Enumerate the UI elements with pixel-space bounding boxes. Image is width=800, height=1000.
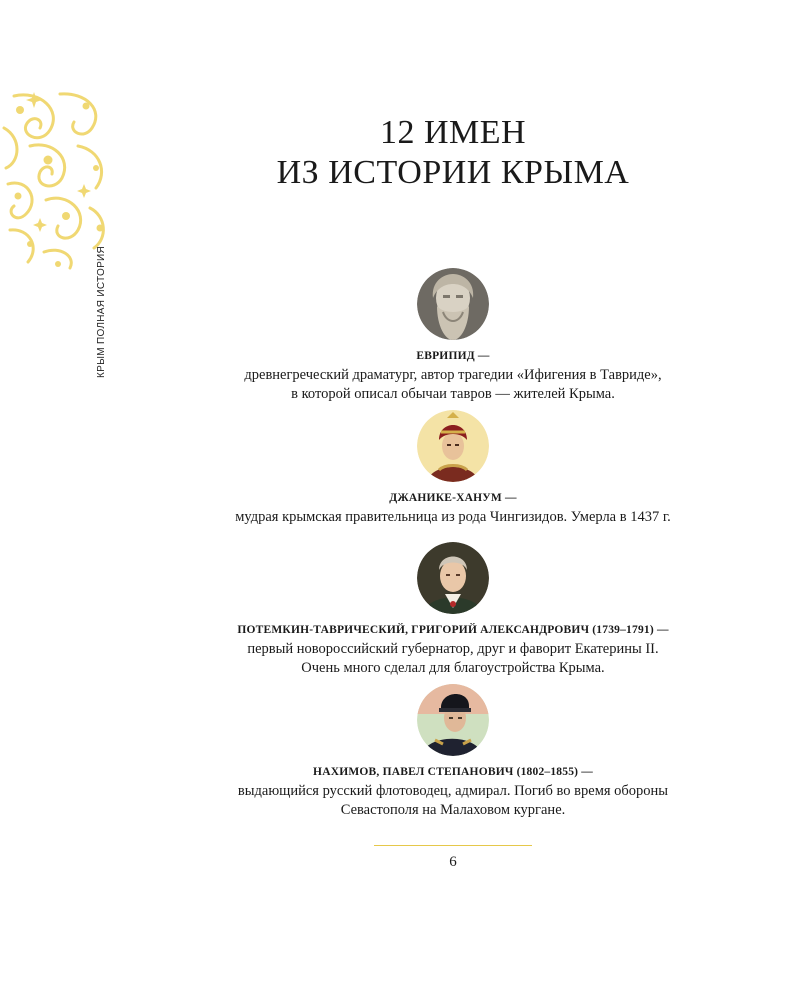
- description-line: древнегреческий драматург, автор трагедии «Ифигения в Тавриде»,: [244, 367, 662, 383]
- description-line: первый новороссийский губернатор, друг и фаворит Екатерины II.: [247, 641, 659, 657]
- title-line-1: 12 ИМЕН: [379, 113, 527, 151]
- description-line: Очень много сделал для благоустройства Крыма.: [301, 660, 605, 676]
- person-name: НАХИМОВ, ПАВЕЛ СТЕПАНОВИЧ (1802–1855) —: [313, 766, 593, 778]
- portrait-potemkin: [417, 542, 489, 614]
- entry-text: [180, 620, 726, 678]
- person-name: ДЖАНИКЕ-ХАНУМ —: [389, 492, 517, 504]
- page-title: [200, 113, 706, 193]
- page-number: 6: [449, 854, 457, 870]
- portrait-dzhanike-khanum: [417, 410, 489, 482]
- entry-potemkin: [180, 542, 726, 678]
- portrait-euripides: [417, 268, 489, 340]
- person-name: ПОТЕМКИН-ТАВРИЧЕСКИЙ, ГРИГОРИЙ АЛЕКСАНДРОВИЧ (1739–1791) —: [237, 624, 669, 636]
- footer-rule: [374, 845, 532, 846]
- entry-text: [180, 488, 726, 527]
- person-name: ЕВРИПИД —: [416, 350, 490, 362]
- entry-dzhanike-khanum: [180, 410, 726, 527]
- entry-nakhimov: [180, 684, 726, 820]
- portrait-nakhimov: [417, 684, 489, 756]
- title-line-2: ИЗ ИСТОРИИ КРЫМА: [276, 153, 630, 191]
- entry-euripides: [180, 268, 726, 404]
- running-head: КРЫМ ПОЛНАЯ ИСТОРИЯ: [96, 245, 107, 378]
- entry-text: [180, 762, 726, 820]
- description-line: Севастополя на Малаховом кургане.: [340, 802, 566, 818]
- decorative-ornament: [0, 88, 112, 272]
- description-line: мудрая крымская правительница из рода Чингизидов. Умерла в 1437 г.: [235, 509, 671, 525]
- description-line: в которой описал обычаи тавров — жителей Крыма.: [291, 386, 615, 402]
- entry-text: [180, 346, 726, 404]
- description-line: выдающийся русский флотоводец, адмирал. Погиб во время обороны: [237, 783, 669, 799]
